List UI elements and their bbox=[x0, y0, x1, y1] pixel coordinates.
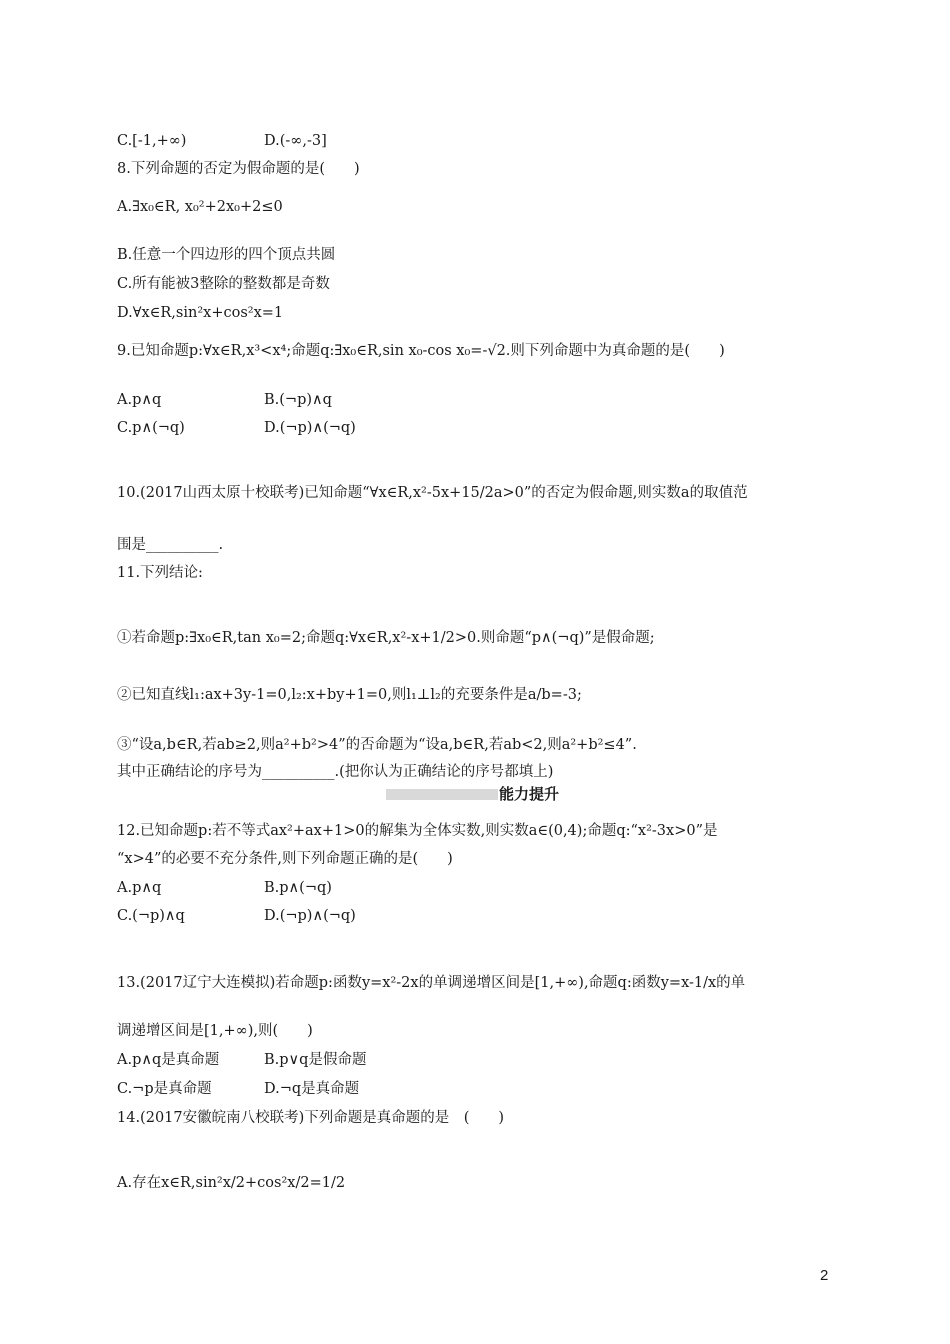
section-banner-bar bbox=[386, 789, 498, 800]
question-10-stem: 10.(2017山西太原十校联考)已知命题“∀x∈R,x²-5x+15/2a>0”的否定为假命题,则实数a的取值范 bbox=[117, 485, 748, 501]
option-8a: A.∃x₀∈R, x₀²+2x₀+2≤0 bbox=[117, 199, 283, 215]
option-13a: A.p∧q是真命题 bbox=[117, 1052, 220, 1068]
option-8b: B.任意一个四边形的四个顶点共圆 bbox=[117, 247, 336, 263]
statement-11-2: ②已知直线l₁:ax+3y-1=0,l₂:x+by+1=0,则l₁⊥l₂的充要条件是a/b=-3; bbox=[117, 687, 582, 703]
option-8d: D.∀x∈R,sin²x+cos²x=1 bbox=[117, 305, 284, 321]
question-10-continuation: 围是__________. bbox=[117, 537, 224, 553]
option-12d: D.(¬p)∧(¬q) bbox=[264, 908, 356, 924]
question-11-stem: 11.下列结论: bbox=[117, 565, 203, 581]
option-7c: C.[-1,+∞) bbox=[117, 133, 187, 149]
option-7d: D.(-∞,-3] bbox=[264, 133, 327, 149]
page-number: 2 bbox=[820, 1267, 829, 1284]
question-12-stem: 12.已知命题p:若不等式ax²+ax+1>0的解集为全体实数,则实数a∈(0,4);命题q:“x²-3x>0”是 bbox=[117, 823, 718, 839]
question-13-continuation: 调递增区间是[1,+∞),则( ) bbox=[117, 1023, 313, 1039]
option-13d: D.¬q是真命题 bbox=[264, 1081, 360, 1097]
option-12b: B.p∧(¬q) bbox=[264, 880, 332, 896]
question-8-stem: 8.下列命题的否定为假命题的是( ) bbox=[117, 161, 360, 177]
option-9d: D.(¬p)∧(¬q) bbox=[264, 420, 356, 436]
section-title: 能力提升 bbox=[499, 786, 560, 803]
option-13b: B.p∨q是假命题 bbox=[264, 1052, 367, 1068]
question-14-stem: 14.(2017安徽皖南八校联考)下列命题是真命题的是 ( ) bbox=[117, 1110, 505, 1126]
question-12-continuation: “x>4”的必要不充分条件,则下列命题正确的是( ) bbox=[117, 851, 453, 867]
question-13-stem: 13.(2017辽宁大连模拟)若命题p:函数y=x²-2x的单调递增区间是[1,+∞),命题q:函数y=x-1/x的单 bbox=[117, 975, 746, 991]
option-12c: C.(¬p)∧q bbox=[117, 908, 185, 924]
option-14a: A.存在x∈R,sin²x/2+cos²x/2=1/2 bbox=[117, 1175, 346, 1191]
statement-11-3: ③“设a,b∈R,若ab≥2,则a²+b²>4”的否命题为“设a,b∈R,若ab<2,则a²+b²≤4”. bbox=[117, 737, 637, 753]
option-8c: C.所有能被3整除的整数都是奇数 bbox=[117, 276, 330, 292]
question-11-answer: 其中正确结论的序号为__________.(把你认为正确结论的序号都填上) bbox=[117, 764, 554, 780]
option-9c: C.p∧(¬q) bbox=[117, 420, 185, 436]
option-9b: B.(¬p)∧q bbox=[264, 392, 332, 408]
option-12a: A.p∧q bbox=[117, 880, 162, 896]
statement-11-1: ①若命题p:∃x₀∈R,tan x₀=2;命题q:∀x∈R,x²-x+1/2>0.则命题“p∧(¬q)”是假命题; bbox=[117, 630, 655, 646]
option-13c: C.¬p是真命题 bbox=[117, 1081, 212, 1097]
question-9-stem: 9.已知命题p:∀x∈R,x³<x⁴;命题q:∃x₀∈R,sin x₀-cos x₀=-√2.则下列命题中为真命题的是( ) bbox=[117, 343, 725, 359]
option-9a: A.p∧q bbox=[117, 392, 162, 408]
